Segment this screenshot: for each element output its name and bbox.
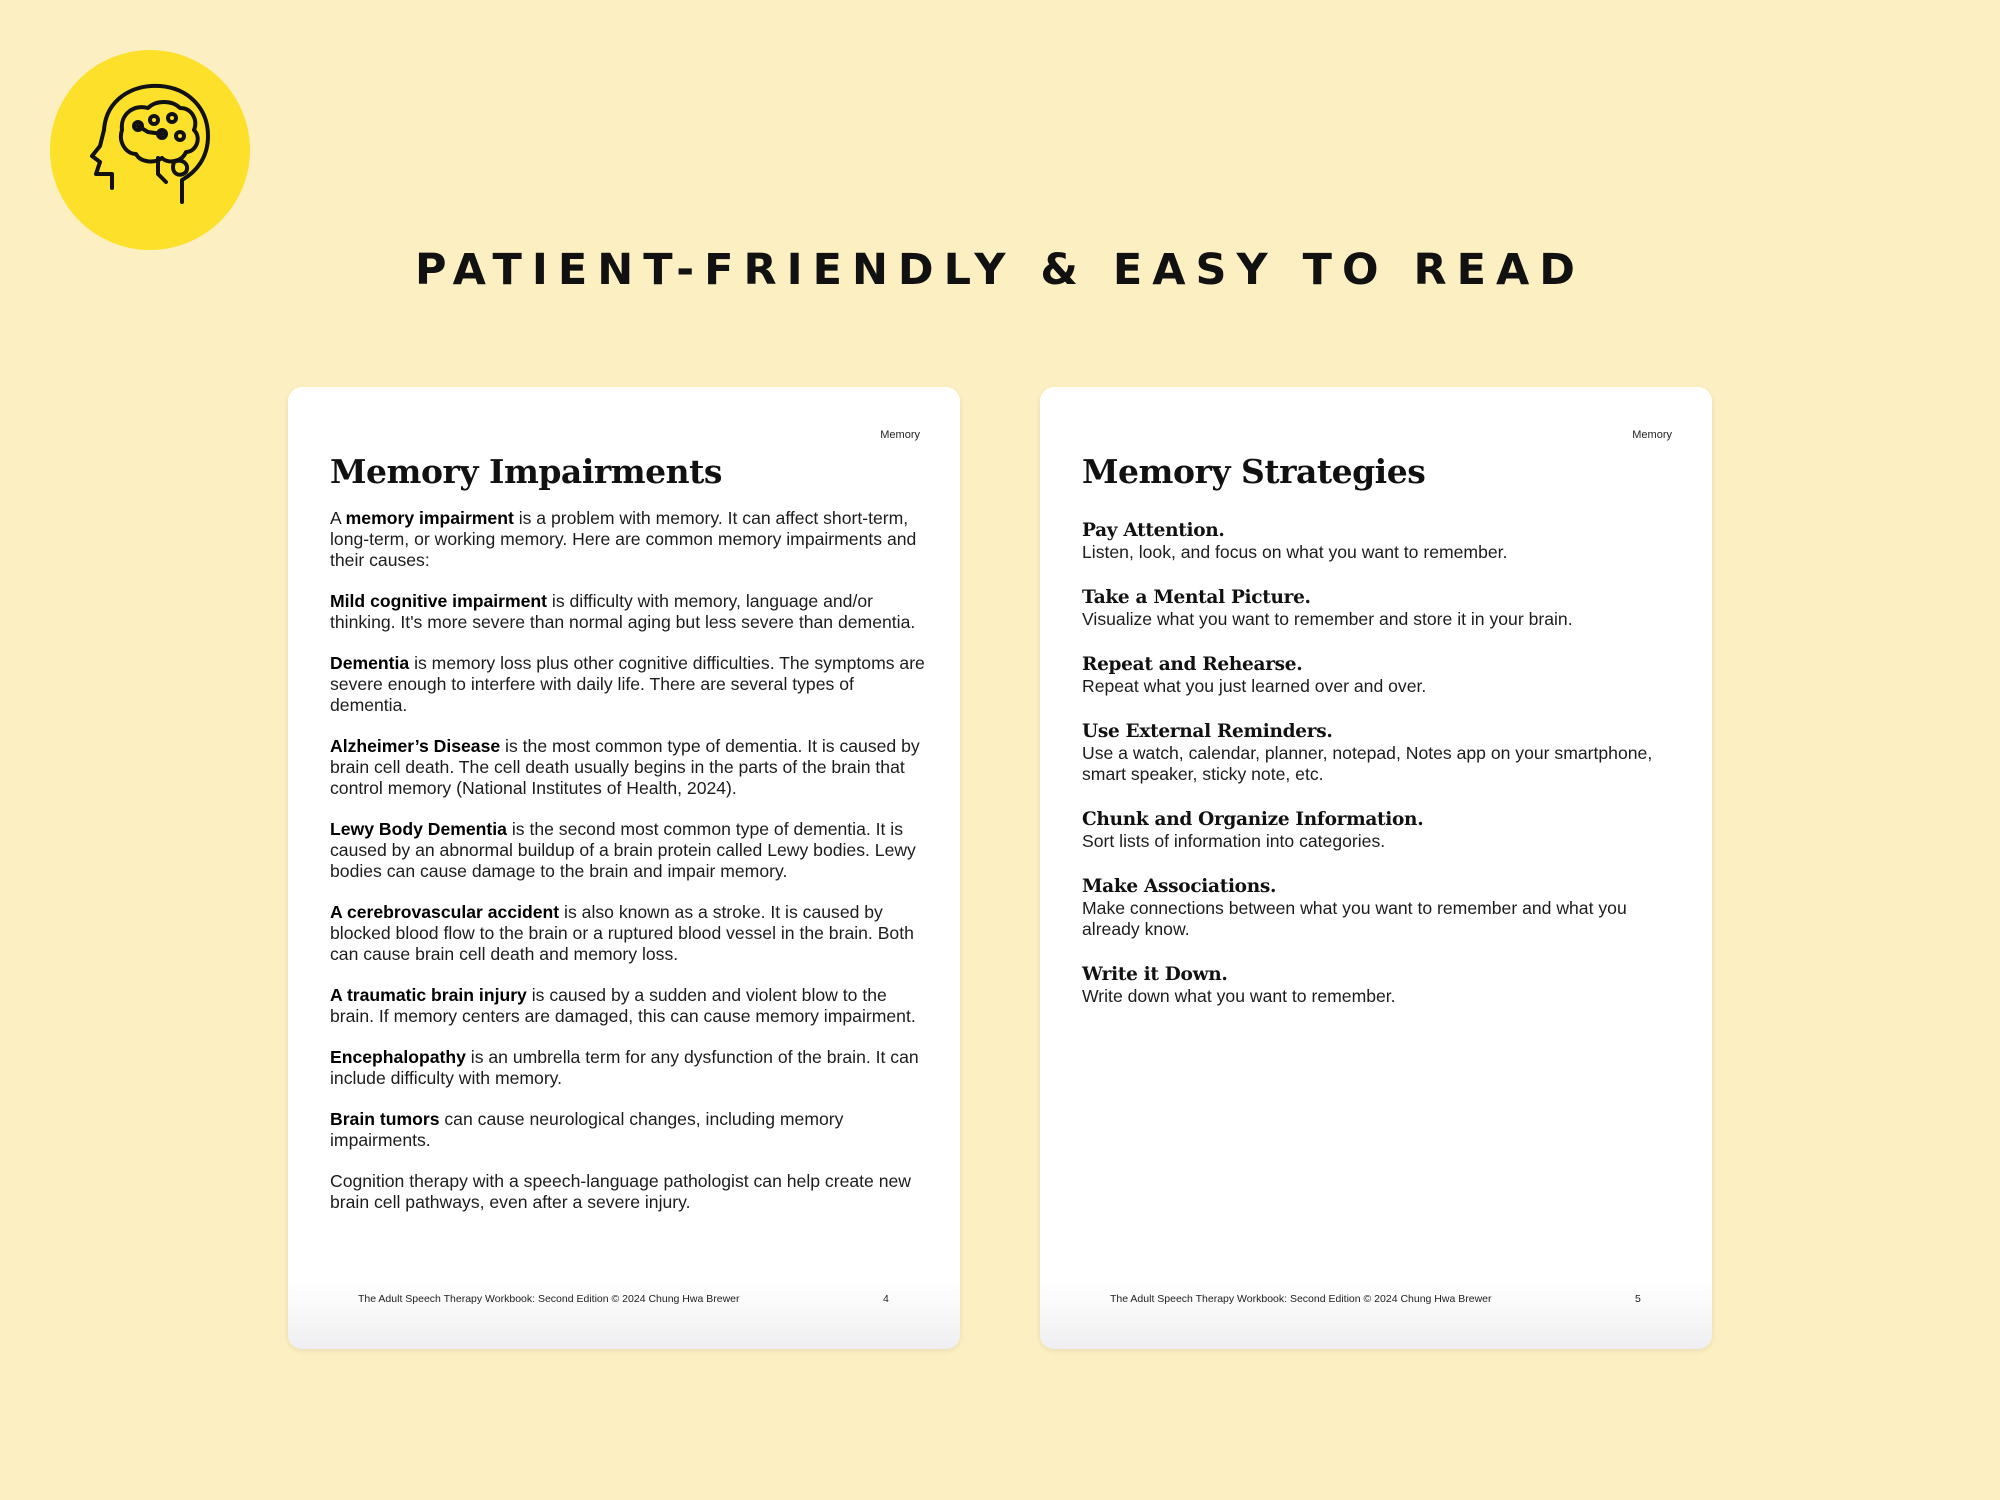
paragraph: Encephalopathy is an umbrella term for any dysfunction of the brain. It can include difficulty with memory.: [330, 1047, 919, 1088]
page-number: 4: [883, 1293, 889, 1305]
strategy-title: Make Associations.: [1082, 876, 1277, 897]
strategy-description: Sort lists of information into categories.: [1082, 831, 1386, 851]
strategy-title: Pay Attention.: [1082, 520, 1225, 541]
paragraph: Lewy Body Dementia is the second most common type of dementia. It is caused by an abnormal buildup of a brain protein called Lewy bodies. Lewy bodies can cause damage to the brain and impair memory.: [330, 819, 916, 881]
strategy-title: Repeat and Rehearse.: [1082, 654, 1303, 675]
strategy-description: Make connections between what you want to remember and what you already know.: [1082, 898, 1627, 939]
strategy-item: [1082, 586, 1682, 630]
running-head: Memory: [880, 429, 920, 441]
page-number: 5: [1635, 1293, 1641, 1305]
left-page: [288, 387, 960, 1349]
paragraph: A traumatic brain injury is caused by a sudden and violent blow to the brain. If memory centers are damaged, this can cause memory impairment.: [330, 985, 916, 1026]
right-page: [1040, 387, 1712, 1349]
strategy-item: [1082, 963, 1682, 1007]
strategy-description: Use a watch, calendar, planner, notepad, Notes app on your smartphone, smart speaker, sticky note, etc.: [1082, 743, 1653, 784]
strategy-item: [1082, 808, 1682, 852]
page-headline: PATIENT-FRIENDLY & EASY TO READ: [415, 245, 1585, 295]
page-title: Memory Impairments: [330, 452, 722, 491]
strategy-item: [1082, 875, 1682, 940]
strategy-item: [1082, 653, 1682, 697]
strategy-title: Chunk and Organize Information.: [1082, 809, 1424, 830]
strategy-title: Write it Down.: [1082, 964, 1228, 985]
page-footer: The Adult Speech Therapy Workbook: Second Edition © 2024 Chung Hwa Brewer: [358, 1293, 740, 1305]
strategy-description: Repeat what you just learned over and over.: [1082, 676, 1427, 696]
logo: [50, 50, 250, 250]
paragraph: Alzheimer’s Disease is the most common type of dementia. It is caused by brain cell death. The cell death usually begins in the parts of the brain that control memory (National Institutes of Health, 2024).: [330, 736, 920, 798]
strategy-description: Visualize what you want to remember and store it in your brain.: [1082, 609, 1573, 629]
strategy-description: Write down what you want to remember.: [1082, 986, 1396, 1006]
strategy-title: Take a Mental Picture.: [1082, 587, 1311, 608]
strategy-title: Use External Reminders.: [1082, 721, 1333, 742]
paragraph: Brain tumors can cause neurological changes, including memory impairments.: [330, 1109, 844, 1150]
paragraph: Cognition therapy with a speech-language pathologist can help create new brain cell pathways, even after a severe injury.: [330, 1171, 911, 1212]
impairments-list: [330, 508, 930, 1233]
paragraph: A cerebrovascular accident is also known as a stroke. It is caused by blocked blood flow to the brain or a ruptured blood vessel in the brain. Both can cause brain cell death and memory loss.: [330, 902, 914, 964]
brain-head-icon: [70, 70, 230, 230]
paragraph: Dementia is memory loss plus other cognitive difficulties. The symptoms are severe enough to interfere with daily life. There are several types of dementia.: [330, 653, 925, 715]
strategy-description: Listen, look, and focus on what you want to remember.: [1082, 542, 1508, 562]
paragraph: A memory impairment is a problem with memory. It can affect short-term, long-term, or working memory. Here are common memory impairments and their causes:: [330, 508, 917, 570]
strategy-item: [1082, 720, 1682, 785]
strategies-list: [1082, 519, 1682, 1030]
paragraph: Mild cognitive impairment is difficulty with memory, language and/or thinking. It's more severe than normal aging but less severe than dementia.: [330, 591, 916, 632]
page-footer: The Adult Speech Therapy Workbook: Second Edition © 2024 Chung Hwa Brewer: [1110, 1293, 1492, 1305]
running-head: Memory: [1632, 429, 1672, 441]
page-title: Memory Strategies: [1082, 452, 1426, 491]
strategy-item: [1082, 519, 1682, 563]
